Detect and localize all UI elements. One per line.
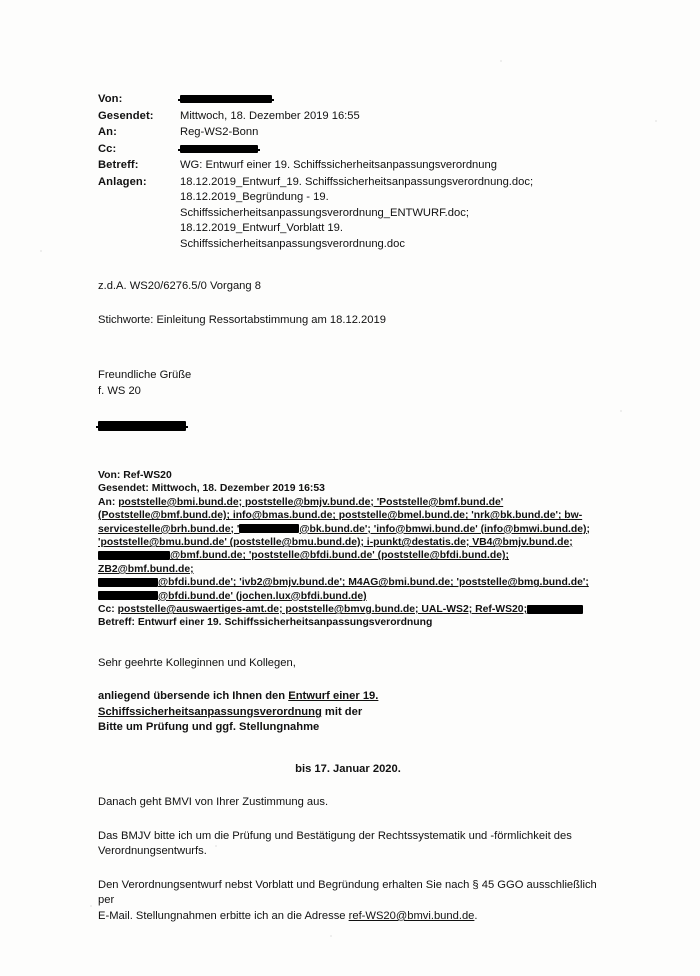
- header-row-anlagen: [98, 175, 598, 253]
- bmjv-request-line1: Das BMJV bitte ich um die Prüfung und Bestätigung der Rechtssystematik und -förmlichkeit des: [98, 829, 572, 842]
- header-value-betreff: WG: Entwurf einer 19. Schiffssicherheitsanpassungsverordnung: [180, 159, 497, 171]
- redaction-bar: [180, 95, 272, 103]
- quoted-row-cc: [98, 603, 598, 616]
- quoted-label-betreff: Betreff:: [98, 617, 135, 629]
- header-row-von: [98, 92, 598, 108]
- header-value-gesendet: Mittwoch, 18. Dezember 2019 16:55: [180, 109, 360, 122]
- request-paragraph: [98, 689, 598, 720]
- header-row-betreff: [98, 158, 598, 174]
- attachment-item: 18.12.2019_Entwurf_19. Schiffssicherheitsanpassungsverordnung.doc;: [180, 175, 534, 188]
- salutation: Sehr geehrte Kolleginnen und Kollegen,: [98, 656, 296, 669]
- header-value-cc: [180, 142, 598, 158]
- contact-email-link[interactable]: ref-WS20@bmvi.bund.de: [348, 909, 475, 922]
- redaction-bar: [98, 421, 186, 431]
- quoted-recipient-line: 'poststelle@bmu.bund.de' (poststelle@bmu.bund.de); i-punkt@destatis.de; VB4@bmjv.bund.de;: [98, 537, 573, 549]
- quoted-label-von: Von:: [98, 470, 121, 481]
- closing-greeting: Freundliche Grüße: [98, 369, 192, 381]
- quoted-recipient-text: @bk.bund.de'; 'info@bmwi.bund.de' (info@bmwi.bund.de);: [299, 523, 590, 535]
- quoted-recipient-line: [98, 590, 598, 603]
- quoted-value-cc: poststelle@auswaertiges-amt.de; poststelle@bmvg.bund.de; UAL-WS2; Ref-WS20;: [117, 604, 528, 616]
- file-reference: z.d.A. WS20/6276.5/0 Vorgang 8: [98, 280, 261, 292]
- quoted-message-body: [98, 656, 598, 925]
- quoted-recipient-line: [98, 576, 598, 589]
- request-text-post: mit der: [321, 705, 363, 718]
- email-header: [98, 92, 598, 252]
- attachment-item: 18.12.2019_Entwurf_Vorblatt 19.: [180, 222, 343, 234]
- quoted-message-header: [98, 469, 598, 630]
- scan-speckle: [90, 905, 92, 907]
- header-row-cc: [98, 142, 598, 158]
- quoted-recipient-line: [98, 523, 598, 536]
- distribution-note-line1: Den Verordnungsentwurf nebst Vorblatt und Begründung erhalten Sie nach § 45 GGO ausschließlich per: [98, 878, 597, 907]
- redaction-bar: [98, 578, 158, 587]
- bmjv-request-line2: Verordnungsentwurfs.: [98, 845, 207, 858]
- header-label-cc: Cc:: [98, 142, 117, 155]
- quoted-value-gesendet: Mittwoch, 18. Dezember 2019 16:53: [151, 483, 325, 495]
- scan-speckle: [655, 120, 657, 122]
- distribution-note-pre: E-Mail. Stellungnahmen erbitte ich an die Adresse: [98, 909, 349, 922]
- quoted-value-von: Ref-WS20: [123, 470, 172, 481]
- attachment-list: [180, 175, 598, 253]
- header-label-anlagen: Anlagen:: [98, 175, 147, 188]
- request-text-pre: anliegend übersende ich Ihnen den: [98, 690, 289, 703]
- quoted-recipient-line: poststelle@bmi.bund.de; poststelle@bmjv.bund.de; 'Poststelle@bmf.bund.de': [118, 496, 504, 508]
- header-value-von: [180, 92, 598, 108]
- redaction-bar: [180, 145, 258, 153]
- scan-speckle: [500, 60, 502, 62]
- quoted-recipient-line: (Poststelle@bmf.bund.de); info@bmas.bund.de; poststelle@bmel.bund.de; 'nrk@bk.bund.de'; bw-: [98, 510, 583, 522]
- signature-redaction: [98, 417, 598, 435]
- redaction-bar: [98, 591, 158, 600]
- header-row-an: [98, 125, 598, 141]
- request-draft-title: Entwurf einer 19. Schiffssicherheitsanpassungsverordnung: [98, 690, 379, 718]
- header-label-an: An:: [98, 126, 117, 138]
- attachment-item: 18.12.2019_Begründung - 19.: [180, 191, 329, 203]
- deadline-line: bis 17. Januar 2020.: [295, 762, 401, 775]
- header-value-an: Reg-WS2-Bonn: [180, 126, 259, 138]
- distribution-note-post: .: [474, 909, 478, 922]
- quoted-recipient-text: @bfdi.bund.de' (jochen.lux@bfdi.bund.de): [158, 590, 367, 602]
- quoted-row-betreff: [98, 616, 598, 629]
- quoted-recipient-text: @bmf.bund.de; 'poststelle@bfdi.bund.de' (poststelle@bfdi.bund.de); ZB2@bmf.bund.de;: [98, 550, 509, 575]
- quoted-row-von: [98, 469, 598, 482]
- header-label-gesendet: Gesendet:: [98, 109, 154, 122]
- quoted-row-an: [98, 496, 598, 603]
- quoted-label-gesendet: Gesendet:: [98, 483, 149, 495]
- quoted-row-gesendet: [98, 482, 598, 495]
- scan-speckle: [620, 410, 622, 412]
- consent-note: Danach geht BMVI von Ihrer Zustimmung aus.: [98, 796, 329, 809]
- quoted-label-cc: Cc:: [98, 604, 115, 616]
- header-label-von: Von:: [98, 93, 123, 105]
- redaction-bar: [527, 605, 583, 614]
- closing-unit: f. WS 20: [98, 384, 141, 397]
- attachment-item: Schiffssicherheitsanpassungsverordnung_ENTWURF.doc;: [180, 206, 469, 219]
- redaction-bar: [239, 524, 299, 533]
- quoted-value-betreff: Entwurf einer 19. Schiffssicherheitsanpassungsverordnung: [137, 617, 433, 629]
- header-row-gesendet: [98, 109, 598, 125]
- quoted-label-an: An:: [98, 496, 116, 508]
- header-label-betreff: Betreff:: [98, 159, 139, 171]
- quoted-recipient-line: [98, 549, 598, 576]
- quoted-recipient-text: @bfdi.bund.de'; 'ivb2@bmjv.bund.de'; M4AG@bmi.bund.de; 'poststelle@bmg.bund.de';: [158, 577, 589, 589]
- request-paragraph-line2: Bitte um Prüfung und ggf. Stellungnahme: [98, 721, 320, 734]
- scan-speckle: [40, 250, 42, 252]
- attachment-item: Schiffssicherheitsanpassungsverordnung.doc: [180, 237, 405, 250]
- redaction-bar: [98, 551, 170, 560]
- document-content: [98, 92, 598, 924]
- keywords-line: Stichworte: Einleitung Ressortabstimmung am 18.12.2019: [98, 313, 386, 326]
- quoted-recipient-text: servicestelle@brh.bund.de; ': [98, 523, 240, 535]
- distribution-note-line2: [98, 909, 598, 925]
- scan-speckle: [330, 935, 332, 937]
